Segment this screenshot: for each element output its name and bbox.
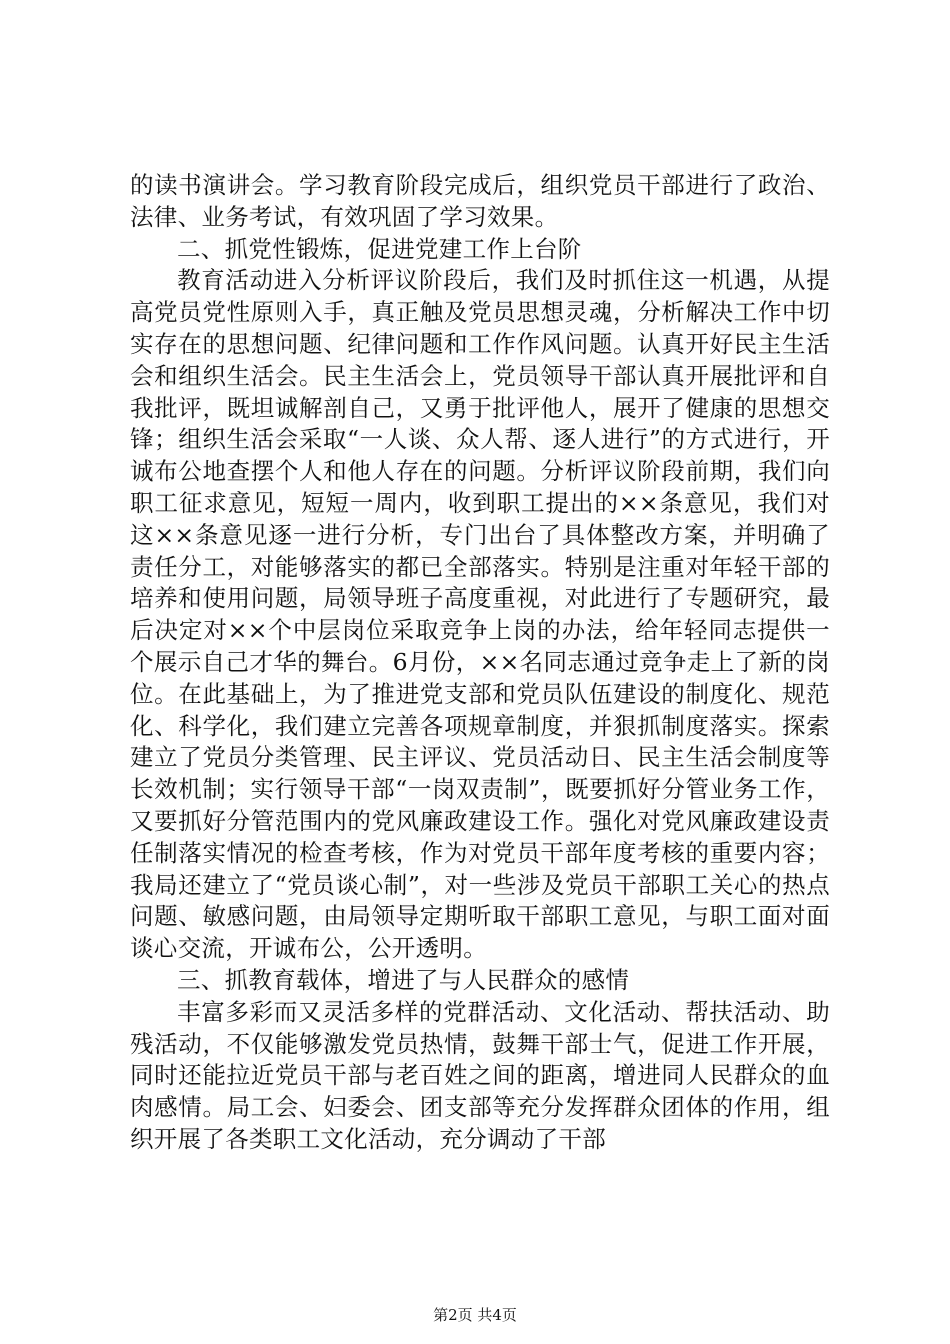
paragraph-section-3: 丰富多彩而又灵活多样的党群活动、文化活动、帮扶活动、助残活动，不仅能够激发党员热情，鼓舞干部士气，促进工作开展，同时还能拉近党员干部与老百姓之间的距离，增进同人民群众的血肉感情。局工会、妇委会、团支部等充分发挥群众团体的作用，组织开展了各类职工文化活动，充分调动了干部 [130,997,830,1153]
section-heading-2: 二、抓党性锻炼，促进党建工作上台阶 [177,234,582,263]
page-footer: 第2页 共4页 [433,1306,517,1324]
paragraph-continuation: 的读书演讲会。学习教育阶段完成后，组织党员干部进行了政治、法律、业务考试，有效巩固了学习效果。 [130,171,830,231]
section-heading-3: 三、抓教育载体，增进了与人民群众的感情 [177,965,630,994]
document-body [130,170,830,1156]
paragraph-section-2: 教育活动进入分析评议阶段后，我们及时抓住这一机遇，从提高党员党性原则入手，真正触及党员思想灵魂，分析解决工作中切实存在的思想问题、纪律问题和工作作风问题。认真开好民主生活会和组织生活会。民主生活会上，党员领导干部认真开展批评和自我批评，既坦诚解剖自己，又勇于批评他人，展开了健康的思想交锋；组织生活会采取“一人谈、众人帮、逐人进行”的方式进行，开诚布公地查摆个人和他人存在的问题。分析评议阶段前期，我们向职工征求意见，短短一周内，收到职工提出的××条意见，我们对这××条意见逐一进行分析，专门出台了具体整改方案，并明确了责任分工，对能够落实的都已全部落实。特别是注重对年轻干部的培养和使用问题，局领导班子高度重视，对此进行了专题研究，最后决定对××个中层岗位采取竞争上岗的办法，给年轻同志提供一个展示自己才华的舞台。6月份，××名同志通过竞争走上了新的岗位。在此基础上，为了推进党支部和党员队伍建设的制度化、规范化、科学化，我们建立完善各项规章制度，并狠抓制度落实。探索建立了党员分类管理、民主评议、党员活动日、民主生活会制度等长效机制；实行领导干部“一岗双责制”，既要抓好分管业务工作，又要抓好分管范围内的党风廉政建设工作。强化对党风廉政建设责任制落实情况的检查考核，作为对党员干部年度考核的重要内容；我局还建立了“党员谈心制”，对一些涉及党员干部职工关心的热点问题、敏感问题，由局领导定期听取干部职工意见，与职工面对面谈心交流，开诚布公，公开透明。 [130,266,830,963]
